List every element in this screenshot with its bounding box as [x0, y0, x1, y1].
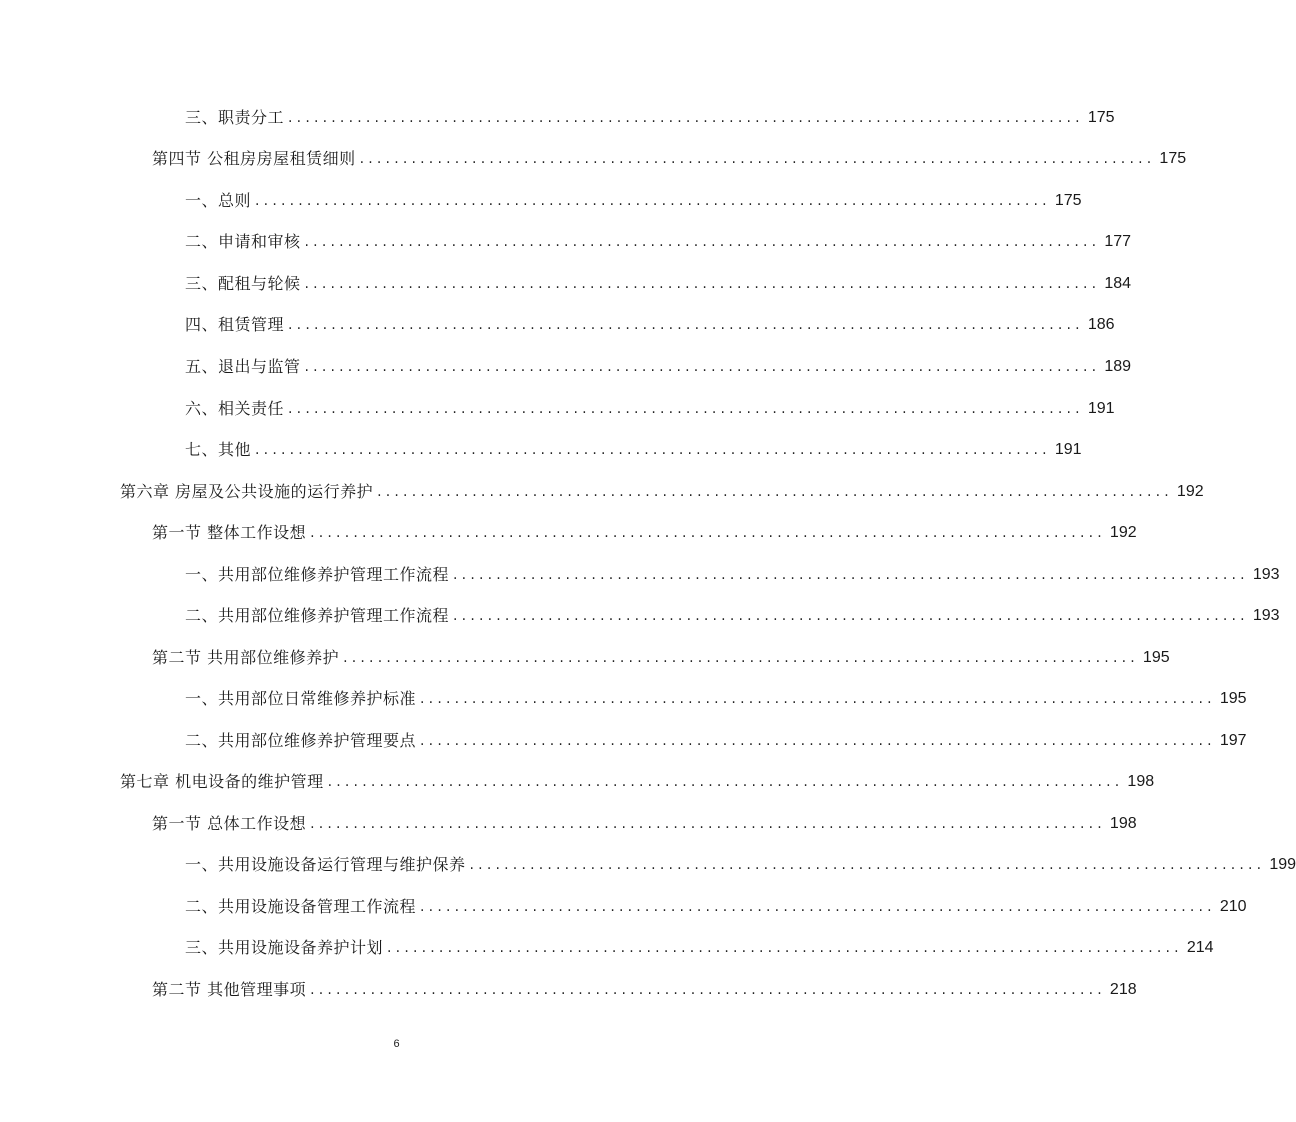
- toc-entry-title: 七、其他: [185, 440, 252, 459]
- toc-entry-title: 一、总则: [185, 191, 252, 210]
- toc-entry[interactable]: [185, 229, 1132, 255]
- toc-entry-title: 二、共用设施设备管理工作流程: [185, 897, 417, 916]
- toc-leader-dots: ............................................................................................: [469, 857, 1266, 873]
- toc-leader-dots: ............................................................................................: [453, 608, 1249, 624]
- toc-leader-dots: ............................................................................................: [288, 110, 1084, 126]
- toc-entry-page: 193: [1252, 566, 1280, 583]
- toc-leader-dots: ............................................................................................: [377, 484, 1173, 500]
- toc-entry[interactable]: [120, 479, 1204, 505]
- toc-entry-title: 一、共用部位日常维修养护标准: [185, 689, 417, 708]
- toc-leader-dots: ............................................................................................: [310, 982, 1106, 998]
- toc-entry-page: 195: [1219, 690, 1247, 707]
- toc-entry-page: 186: [1087, 316, 1115, 333]
- toc-leader-dots: ............................................................................................: [453, 567, 1249, 583]
- toc-leader-dots: ............................................................................................: [288, 317, 1084, 333]
- toc-entry-page: 184: [1104, 275, 1132, 292]
- toc-entry-title: 第七章 机电设备的维护管理: [120, 772, 324, 791]
- toc-entry[interactable]: [185, 437, 1082, 463]
- toc-leader-dots: ............................................................................................: [420, 691, 1216, 707]
- toc-entry[interactable]: [185, 728, 1247, 754]
- toc-entry-title: 第二节 其他管理事项: [152, 980, 307, 999]
- toc-entry[interactable]: [185, 894, 1247, 920]
- toc-entry-page: 192: [1176, 483, 1204, 500]
- toc-entry-page: 177: [1104, 233, 1132, 250]
- toc-entry-page: 175: [1054, 192, 1082, 209]
- toc-leader-dots: ............................................................................................: [310, 816, 1106, 832]
- page-number: 6: [393, 1038, 400, 1050]
- toc-entry-title: 二、共用部位维修养护管理工作流程: [185, 606, 450, 625]
- toc-entry-title: 第一节 整体工作设想: [152, 523, 307, 542]
- toc-entry[interactable]: [152, 811, 1137, 837]
- toc-entry-page: 175: [1159, 150, 1187, 167]
- toc-leader-dots: ............................................................................................: [343, 650, 1139, 666]
- toc-entry-page: 210: [1219, 898, 1247, 915]
- toc-entry[interactable]: [152, 146, 1187, 172]
- toc-entry-page: 175: [1087, 109, 1115, 126]
- toc-entry[interactable]: [185, 852, 1296, 878]
- toc-leader-dots: ............................................................................................: [359, 151, 1156, 167]
- toc-entry[interactable]: [120, 769, 1155, 795]
- toc-entry-page: 191: [1087, 400, 1115, 417]
- toc-leader-dots: ............................................................................................: [288, 401, 1084, 417]
- toc-entry-page: 193: [1252, 607, 1280, 624]
- toc-entry-title: 三、共用设施设备养护计划: [185, 938, 384, 957]
- toc-entry[interactable]: [185, 312, 1115, 338]
- toc-entry[interactable]: [185, 188, 1082, 214]
- toc-leader-dots: ............................................................................................: [304, 359, 1101, 375]
- toc-entry-page: 198: [1109, 815, 1137, 832]
- toc-leader-dots: ............................................................................................: [420, 733, 1216, 749]
- toc-entry[interactable]: [152, 645, 1170, 671]
- toc-leader-dots: ............................................................................................: [310, 525, 1106, 541]
- toc-entry-title: 第四节 公租房房屋租赁细则: [152, 149, 356, 168]
- toc-entry[interactable]: [185, 935, 1214, 961]
- toc-entry-page: 218: [1109, 981, 1137, 998]
- toc-entry-title: 第二节 共用部位维修养护: [152, 648, 340, 667]
- toc-entry-title: 三、职责分工: [185, 108, 285, 127]
- toc-leader-dots: ............................................................................................: [420, 899, 1216, 915]
- toc-entry[interactable]: [185, 562, 1280, 588]
- toc-entry-page: 197: [1219, 732, 1247, 749]
- toc-leader-dots: ............................................................................................: [255, 193, 1051, 209]
- toc-entry[interactable]: [185, 396, 1115, 422]
- toc-entry[interactable]: [185, 354, 1132, 380]
- toc-entry[interactable]: [185, 105, 1115, 131]
- toc-entry-title: 第六章 房屋及公共设施的运行养护: [120, 482, 374, 501]
- toc-entry-title: 一、共用部位维修养护管理工作流程: [185, 565, 450, 584]
- toc-leader-dots: ............................................................................................: [255, 442, 1051, 458]
- toc-entry-title: 一、共用设施设备运行管理与维护保养: [185, 855, 466, 874]
- toc-entry-title: 四、租赁管理: [185, 315, 285, 334]
- toc-entry-title: 三、配租与轮候: [185, 274, 301, 293]
- toc-entry-page: 191: [1054, 441, 1082, 458]
- toc-entry[interactable]: [185, 603, 1280, 629]
- toc-entry-title: 六、相关责任: [185, 399, 285, 418]
- toc-entry[interactable]: [185, 271, 1132, 297]
- toc-leader-dots: ............................................................................................: [304, 234, 1101, 250]
- toc-entry-title: 第一节 总体工作设想: [152, 814, 307, 833]
- toc-entry-page: 198: [1127, 773, 1155, 790]
- toc-entry-page: 214: [1186, 939, 1214, 956]
- toc-entry-page: 189: [1104, 358, 1132, 375]
- toc-entry-title: 二、共用部位维修养护管理要点: [185, 731, 417, 750]
- toc-entry-title: 五、退出与监管: [185, 357, 301, 376]
- toc-entry-page: 199: [1269, 856, 1296, 873]
- toc-leader-dots: ............................................................................................: [327, 774, 1124, 790]
- toc-entry[interactable]: [152, 520, 1137, 546]
- toc-leader-dots: ............................................................................................: [387, 940, 1183, 956]
- toc-leader-dots: ............................................................................................: [304, 276, 1101, 292]
- toc-entry-title: 二、申请和审核: [185, 232, 301, 251]
- toc-entry[interactable]: [185, 686, 1247, 712]
- toc-entry[interactable]: [152, 977, 1137, 1003]
- toc-entry-page: 195: [1142, 649, 1170, 666]
- toc-entry-page: 192: [1109, 524, 1137, 541]
